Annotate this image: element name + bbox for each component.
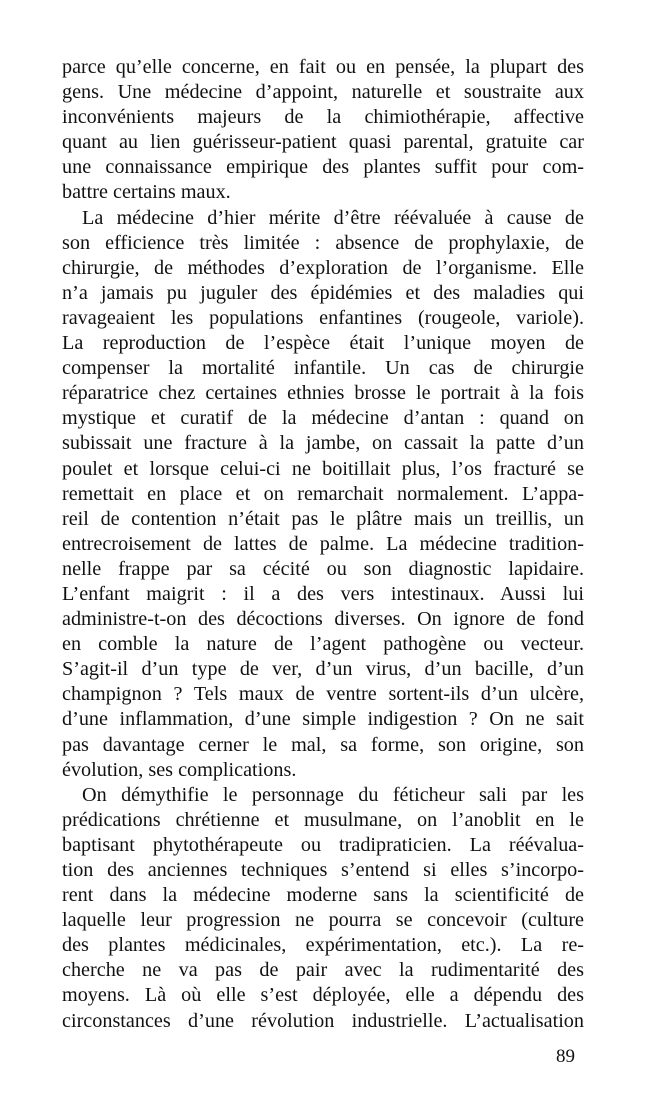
text-line: La médecine d’hier mérite d’être réévaluée à cause de — [82, 206, 584, 229]
paragraph — [62, 783, 584, 1034]
text-line: mystique et curatif de la médecine d’antan : quand on — [62, 407, 584, 430]
text-line: rent dans la médecine moderne sans la scientificité de — [62, 884, 584, 907]
text-line: subissait une fracture à la jambe, on cassait la patte d’un — [62, 432, 584, 455]
text-line: réparatrice chez certaines ethnies brosse le portrait à la fois — [62, 382, 584, 405]
text-line: chirurgie, de méthodes d’exploration de l’organisme. Elle — [62, 256, 584, 279]
text-line: reil de contention n’était pas le plâtre mais un treillis, un — [62, 507, 584, 530]
text-line: d’une inflammation, d’une simple indigestion ? On ne sait — [62, 708, 584, 731]
text-line: remettait en place et on remarchait normalement. L’appa- — [62, 482, 584, 505]
text-line: L’enfant maigrit : il a des vers intestinaux. Aussi lui — [62, 582, 584, 605]
text-line: moyens. Là où elle s’est déployée, elle a dépendu des — [62, 984, 584, 1007]
text-line: entrecroisement de lattes de palme. La médecine tradition- — [62, 532, 584, 555]
body-text — [62, 55, 584, 1034]
text-line: prédications chrétienne et musulmane, on l’anoblit en le — [62, 808, 584, 831]
paragraph — [62, 206, 584, 783]
text-line: quant au lien guérisseur-patient quasi parental, gratuite car — [62, 131, 584, 154]
text-line: nelle frappe par sa cécité ou son diagnostic lapidaire. — [62, 557, 584, 580]
text-line: en comble la nature de l’agent pathogène ou vecteur. — [62, 633, 584, 656]
text-line: laquelle leur progression ne pourra se concevoir (culture — [62, 909, 584, 932]
paragraph — [62, 55, 584, 206]
text-line: champignon ? Tels maux de ventre sortent-ils d’un ulcère, — [62, 683, 584, 706]
text-line: tion des anciennes techniques s’entend si elles s’incorpo- — [62, 859, 584, 881]
text-line: inconvénients majeurs de la chimiothérapie, affective — [62, 106, 584, 129]
text-line: administre-t-on des décoctions diverses. On ignore de fond — [62, 608, 584, 631]
text-line: poulet et lorsque celui-ci ne boitillait plus, l’os fracturé se — [62, 457, 584, 480]
text-line: son efficience très limitée : absence de prophylaxie, de — [62, 231, 584, 254]
text-line: compenser la mortalité infantile. Un cas de chirurgie — [62, 357, 584, 380]
text-line: parce qu’elle concerne, en fait ou en pensée, la plupart des — [62, 56, 584, 78]
text-line: S’agit-il d’un type de ver, d’un virus, d’un bacille, d’un — [62, 658, 584, 681]
text-line: battre certains maux. — [62, 181, 231, 204]
text-line: n’a jamais pu juguler des épidémies et des maladies qui — [62, 281, 584, 304]
text-line: On démythifie le personnage du féticheur sali par les — [82, 783, 584, 806]
page-number: 89 — [556, 1046, 575, 1067]
text-line: cherche ne va pas de pair avec la rudimentarité des — [62, 959, 584, 982]
text-line: La reproduction de l’espèce était l’unique moyen de — [62, 332, 584, 355]
text-line: des plantes médicinales, expérimentation, etc.). La re- — [62, 934, 584, 957]
text-line: pas davantage cerner le mal, sa forme, son origine, son — [62, 733, 584, 756]
text-line: évolution, ses complications. — [62, 758, 297, 781]
text-line: baptisant phytothérapeute ou tradipraticien. La réévalua- — [62, 833, 584, 856]
text-line: gens. Une médecine d’appoint, naturelle et soustraite aux — [62, 81, 584, 104]
text-line: une connaissance empirique des plantes suffit pour com- — [62, 156, 584, 179]
text-line: ravageaient les populations enfantines (rougeole, variole). — [62, 306, 584, 329]
text-line: circonstances d’une révolution industrielle. L’actualisation — [62, 1009, 584, 1032]
